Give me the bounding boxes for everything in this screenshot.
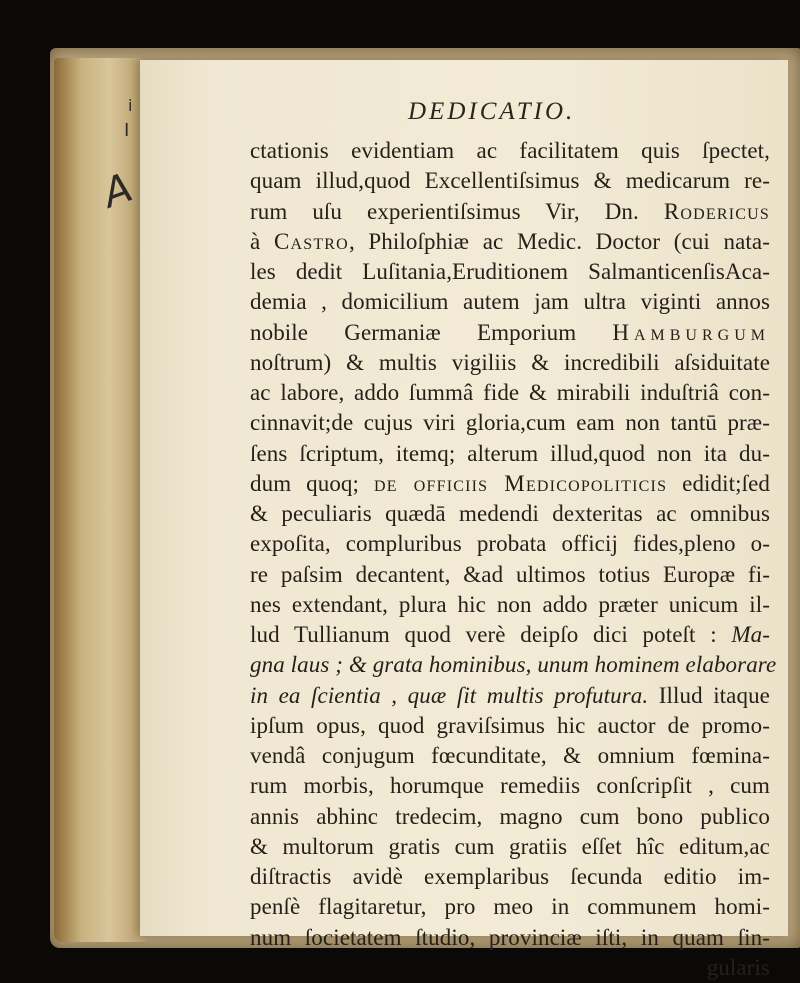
text-line bbox=[250, 439, 770, 469]
text-span: rum uſu experientiſsimus Vir, Dn. bbox=[250, 198, 664, 224]
text-span: quam illud,quod Excellentiſsimus & medicarum re- bbox=[250, 168, 770, 194]
text-line bbox=[250, 136, 770, 166]
text-span: Illud itaque bbox=[648, 682, 770, 708]
text-line bbox=[250, 650, 777, 680]
text-line bbox=[250, 802, 770, 832]
text-span: ctationis evidentiam ac facilitatem quis ſpectet, bbox=[250, 138, 770, 163]
text-line bbox=[250, 227, 770, 257]
text-span: nes extendant, plura hic non addo præter unicum il- bbox=[250, 591, 770, 617]
text-span: expoſita, compluribus probata officij fides,pleno o- bbox=[250, 531, 770, 557]
text-span: Castro bbox=[273, 228, 349, 254]
text-span: ipſum opus, quod graviſsimus hic auctor de promo- bbox=[250, 712, 770, 738]
text-span: lud Tullianum quod verè deipſo dici poteſt : bbox=[250, 622, 732, 647]
text-line bbox=[250, 741, 770, 771]
text-span: cinnavit;de cujus viri gloria,cum eam non tantū præ- bbox=[250, 410, 770, 436]
text-line bbox=[250, 923, 770, 953]
text-span: diſtractis avidè exemplaribus ſecunda editio im- bbox=[250, 864, 770, 889]
text-span: penſè flagitaretur, pro meo in communem homi- bbox=[250, 894, 770, 920]
text-span: gna laus ; & grata hominibus, unum hominem elaborare bbox=[250, 652, 777, 678]
text-line bbox=[250, 862, 770, 892]
text-span: gularis bbox=[706, 954, 770, 980]
text-span: in ea ſcientia , quæ ſit multis profutura. bbox=[250, 682, 649, 708]
text-span: les dedit Luſitania,Eruditionem SalmanticenſisAca- bbox=[250, 259, 770, 284]
text-line bbox=[250, 620, 770, 650]
text-span: , Philoſphiæ ac Medic. Doctor (cui nata- bbox=[348, 228, 770, 254]
text-span: dum quoq; bbox=[250, 470, 374, 496]
text-span: noſtrum) & multis vigiliis & incredibili aſsiduitate bbox=[250, 349, 770, 375]
margin-mark-2: I bbox=[124, 120, 130, 141]
body-text bbox=[250, 136, 777, 983]
text-span: ſens ſcriptum, itemq; alterum illud,quod non ita du- bbox=[250, 440, 770, 466]
text-line bbox=[250, 257, 770, 287]
text-line bbox=[250, 953, 770, 983]
text-line bbox=[250, 529, 770, 559]
text-span: vendâ conjugum fœcunditate, & omnium fœmina- bbox=[250, 743, 770, 768]
margin-mark-1: i bbox=[128, 96, 133, 115]
text-line bbox=[250, 560, 770, 590]
text-span: à bbox=[250, 228, 274, 254]
text-span: demia , domicilium autem jam ultra viginti annos bbox=[250, 289, 770, 315]
text-line bbox=[250, 832, 770, 862]
text-span: rum morbis, horumque remediis conſcripſit , cum bbox=[250, 773, 770, 799]
text-line bbox=[250, 681, 770, 711]
running-head: DEDICATIO. bbox=[408, 98, 576, 125]
text-line bbox=[250, 711, 770, 741]
text-span: nobile Germaniæ Emporium bbox=[250, 319, 613, 345]
text-line bbox=[250, 287, 770, 317]
text-line bbox=[250, 771, 770, 801]
text-line bbox=[250, 378, 770, 408]
text-line bbox=[250, 469, 770, 499]
text-span: re paſsim decantent, &ad ultimos totius Europæ fi- bbox=[250, 561, 770, 587]
text-line bbox=[250, 166, 770, 196]
text-line bbox=[250, 197, 770, 227]
text-span: de officiis Medicopoliticis bbox=[373, 470, 668, 496]
text-span: & multorum gratis cum gratiis eſſet hîc editum,ac bbox=[250, 833, 770, 859]
text-span: num ſocietatem ſtudio, provinciæ iſti, in quam ſin- bbox=[250, 924, 770, 950]
text-line bbox=[250, 348, 770, 378]
text-line bbox=[250, 408, 770, 438]
text-line bbox=[250, 892, 770, 922]
text-line bbox=[250, 318, 770, 348]
text-line bbox=[250, 499, 770, 529]
text-span: ac labore, addo ſummâ fide & mirabili induſtriâ con- bbox=[250, 380, 770, 405]
text-span: Ma- bbox=[731, 622, 770, 647]
text-line bbox=[250, 590, 770, 620]
text-span: Hamburgum bbox=[612, 319, 770, 345]
margin-mark-3: A bbox=[96, 164, 139, 218]
text-span: edidit;ſed bbox=[667, 470, 770, 496]
text-span: & peculiaris quædā medendi dexteritas ac omnibus bbox=[250, 501, 770, 526]
text-span: annis abhinc tredecim, magno cum bono publico bbox=[250, 803, 770, 829]
text-span: Rodericus bbox=[663, 198, 770, 224]
